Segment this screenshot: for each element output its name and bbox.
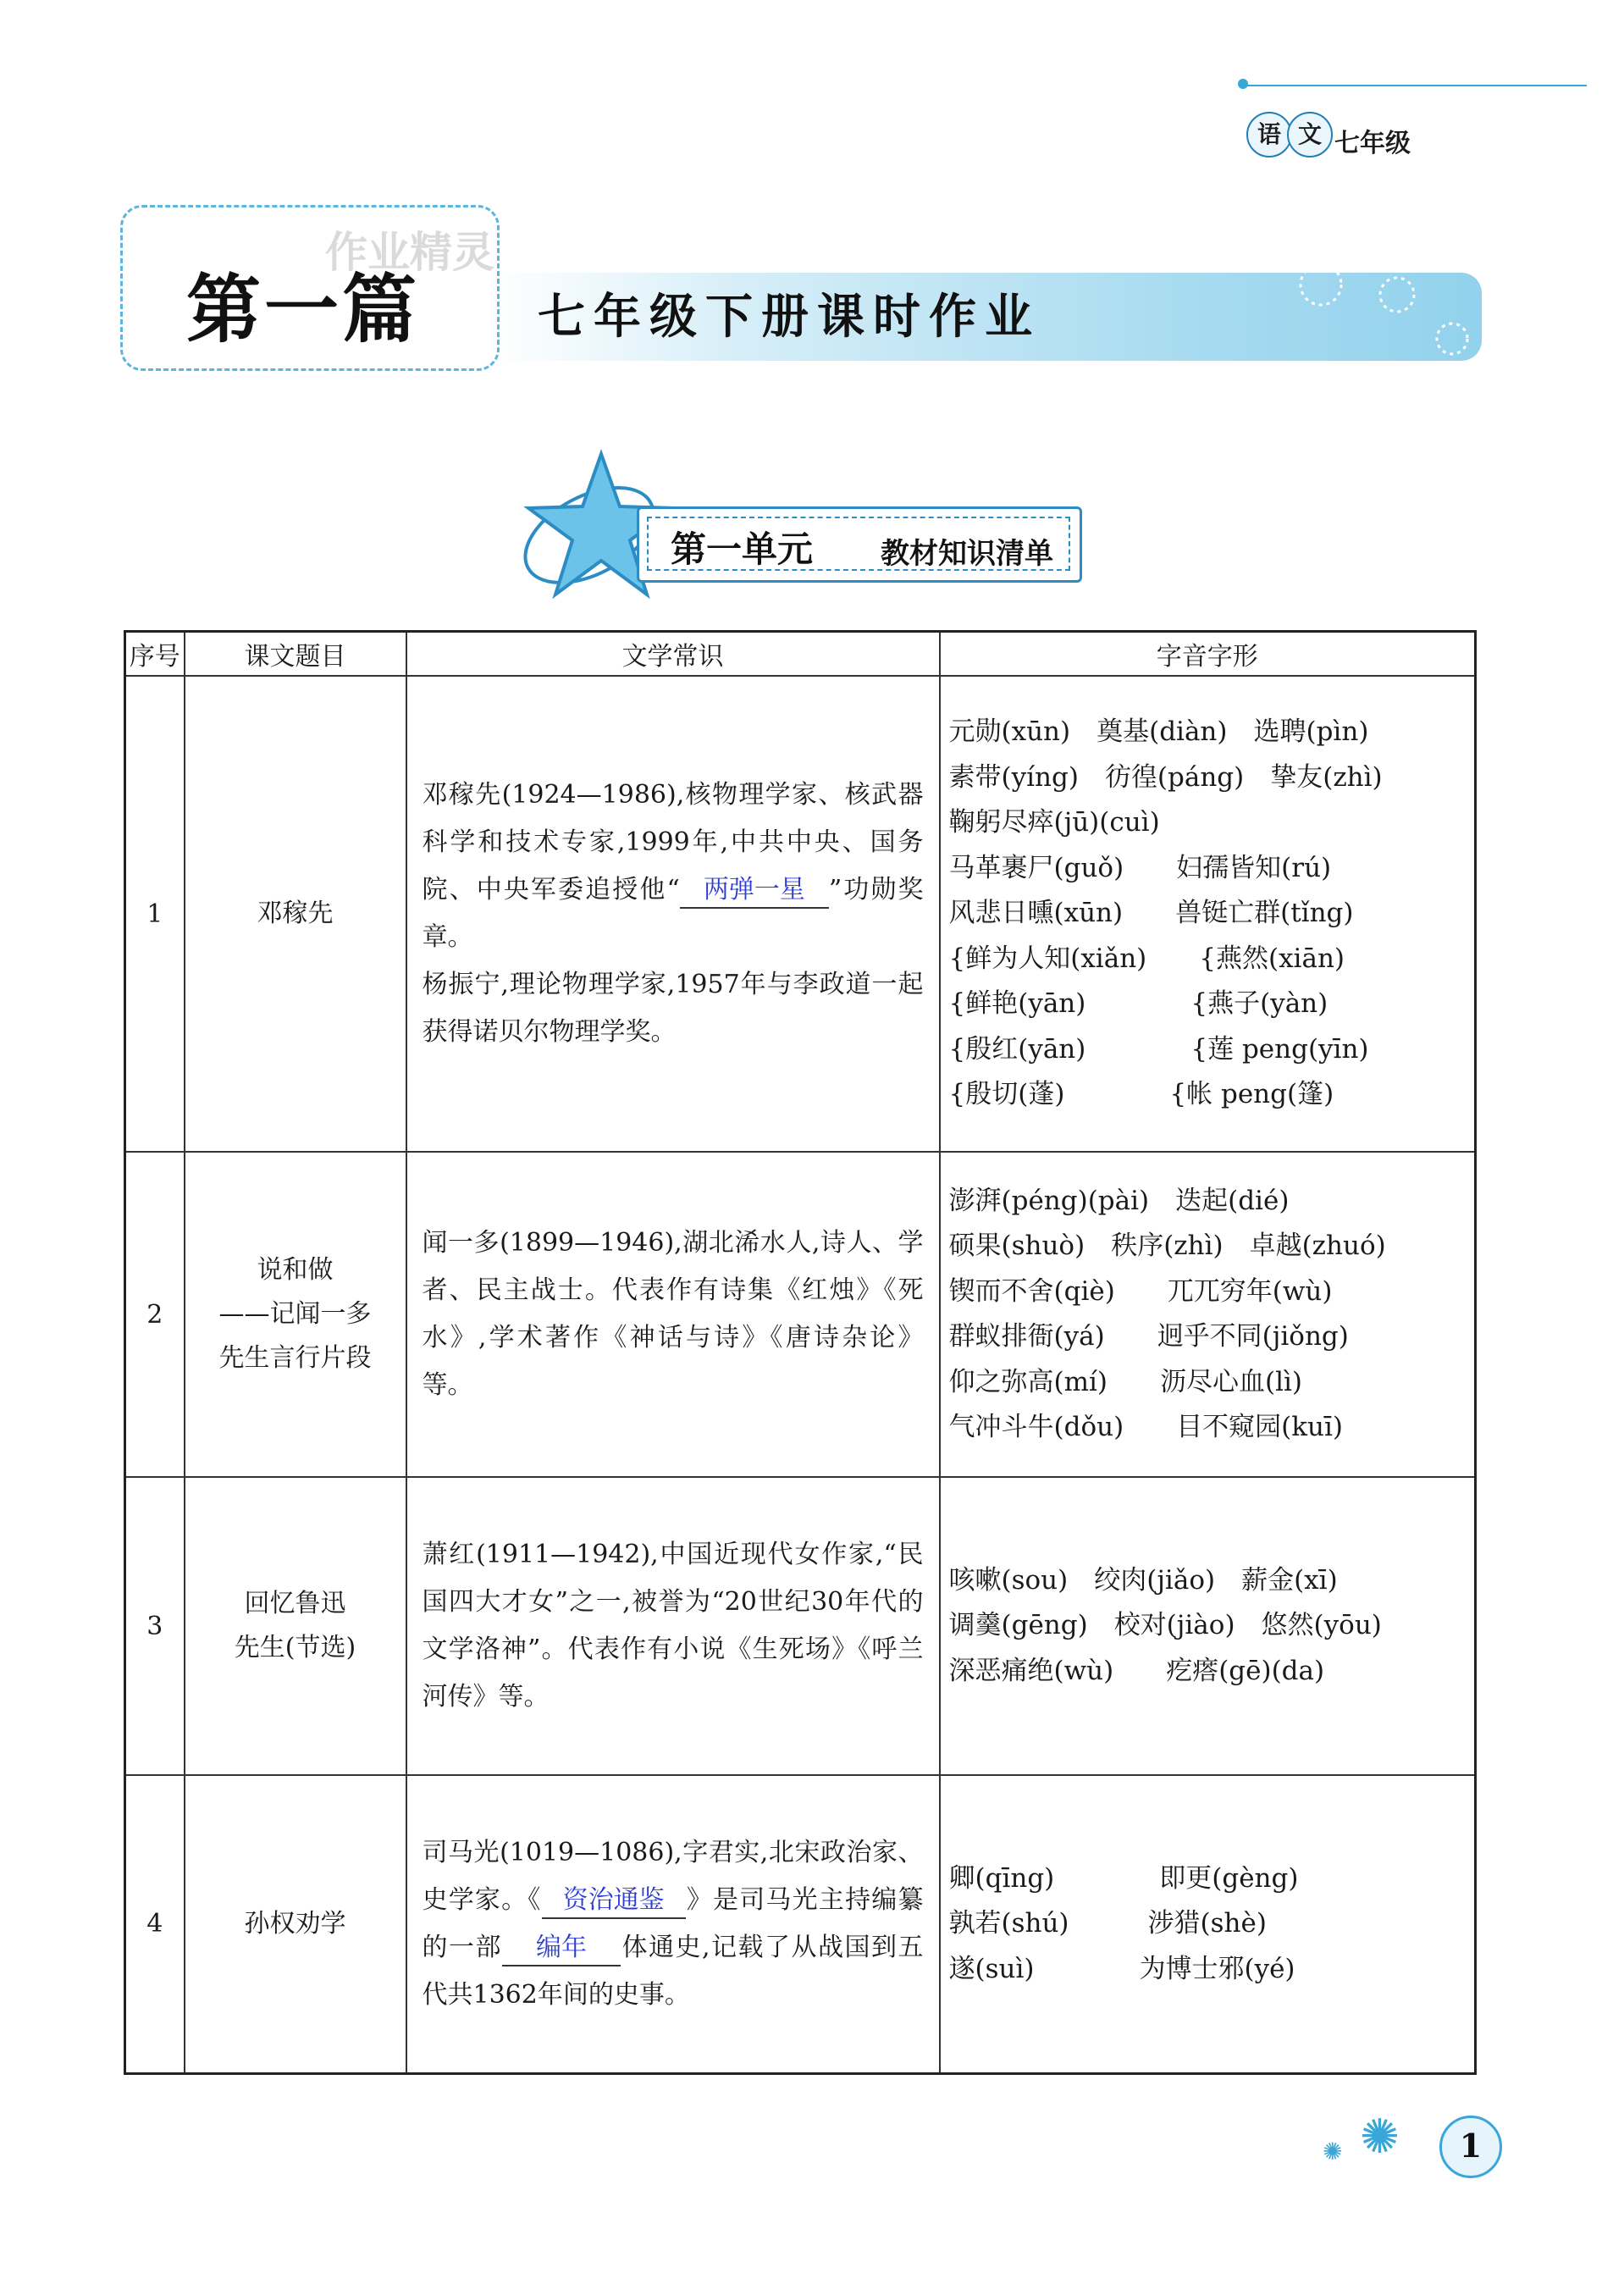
part-subtitle: 七年级下册课时作业	[538, 289, 1041, 345]
pinyin-line: 孰若(shú) 涉猎(shè)	[948, 1908, 1267, 1939]
literature-note	[406, 676, 940, 1152]
header-no: 序号	[125, 632, 185, 677]
row-number: 2	[125, 1152, 185, 1477]
lesson-title-line: ——记闻一多	[218, 1299, 372, 1329]
pinyin-line: 硕果(shuò) 秩序(zhì) 卓越(zhuó)	[948, 1231, 1386, 1261]
table-header-row	[125, 632, 1476, 677]
lesson-title-line: 回忆鲁迅	[244, 1589, 346, 1618]
literature-text: 司马光(1019—1086),字君实,北宋政治家、史学家。《	[422, 1837, 924, 1915]
pronunciation-cell	[940, 1775, 1476, 2073]
pinyin-line: 锲而不舍(qiè) 兀兀穷年(wù)	[948, 1275, 1333, 1307]
lesson-title	[185, 676, 406, 1152]
header-rule	[1245, 85, 1587, 86]
pinyin-line: 鞠躬尽瘁(jū)(cuì)	[948, 807, 1160, 838]
table-row	[125, 1152, 1476, 1477]
watermark: 作业精灵	[325, 228, 494, 277]
pinyin-line: 素带(yíng) 彷徨(páng) 挚友(zhì)	[948, 761, 1383, 793]
pinyin-line: {鲜艳(yān) {燕子(yàn)	[948, 988, 1328, 1020]
literature-text: ”功勋奖章。	[422, 875, 924, 952]
literature-note	[406, 1775, 940, 2073]
unit-title: 第一单元	[671, 528, 814, 570]
pinyin-line: 调羹(gēng) 校对(jiào) 悠然(yōu)	[948, 1610, 1382, 1641]
pronunciation-cell	[940, 1152, 1476, 1477]
pinyin-line: 气冲斗牛(dǒu) 目不窥园(kuī)	[948, 1412, 1344, 1442]
table-row	[125, 676, 1476, 1152]
grade-label: 七年级	[1334, 129, 1411, 158]
pinyin-line: 元勋(xūn) 奠基(diàn) 选聘(pìn)	[948, 716, 1369, 748]
table-row	[125, 1775, 1476, 2073]
lesson-title-line: 先生(节选)	[234, 1633, 356, 1662]
pinyin-line: 深恶痛绝(wù) 疙瘩(gē)(da)	[948, 1655, 1325, 1686]
pinyin-line: 仰之弥高(mí) 沥尽心血(lì)	[948, 1366, 1303, 1397]
pinyin-line: {殷红(yān) {莲 peng(yīn)	[948, 1033, 1369, 1065]
literature-text: 》是司马光主持编纂的一部	[422, 1884, 924, 1962]
lesson-title	[185, 1477, 406, 1775]
row-number: 3	[125, 1477, 185, 1775]
literature-note: 萧红(1911—1942),中国近现代女作家,“民国四大才女”之一,被誉为“20世纪30年代的文学洛神”。代表作有小说《生死场》《呼兰河传》等。	[406, 1477, 940, 1775]
answer-blank: 编年	[502, 1931, 621, 1966]
pronunciation-cell	[940, 676, 1476, 1152]
flower-icon: ✺	[1360, 2110, 1400, 2165]
lesson-title-line: 邓稼先	[257, 899, 334, 928]
pronunciation-cell	[940, 1477, 1476, 1775]
table-row	[125, 1477, 1476, 1775]
pinyin-line: 风悲日曛(xūn) 兽铤亡群(tǐng)	[948, 898, 1354, 929]
answer-blank: 两弹一星	[680, 873, 829, 909]
subject-badge-1: 语	[1246, 112, 1292, 158]
page-number: 1	[1439, 2116, 1502, 2178]
pinyin-line: 澎湃(péng)(pài) 迭起(dié)	[948, 1185, 1290, 1216]
pinyin-line: {鲜为人知(xiǎn) {燕然(xiān)	[948, 943, 1345, 974]
lesson-title-line: 先生言行片段	[218, 1343, 372, 1373]
row-number: 1	[125, 676, 185, 1152]
decorative-flowers	[1270, 254, 1524, 373]
part-title: 第一篇	[186, 265, 421, 353]
pinyin-line: {殷切(蓬) {帐 peng(篷)	[948, 1079, 1334, 1110]
pinyin-line: 马革裹尸(guǒ) 妇孺皆知(rú)	[948, 852, 1332, 883]
pinyin-line: 群蚁排衙(yá) 迥乎不同(jiǒng)	[948, 1321, 1349, 1352]
subject-badge-2: 文	[1287, 112, 1333, 158]
header-pronunciation: 字音字形	[940, 632, 1476, 677]
lesson-title	[185, 1152, 406, 1477]
decorative-dot-icon: ✺	[1323, 2138, 1343, 2166]
pinyin-line: 遂(suì) 为博士邪(yé)	[948, 1953, 1295, 1984]
unit-subtitle: 教材知识清单	[881, 537, 1053, 571]
header-title: 课文题目	[185, 632, 406, 677]
header-literature: 文学常识	[406, 632, 940, 677]
lesson-title-line: 孙权劝学	[244, 1908, 346, 1939]
row-number: 4	[125, 1775, 185, 2073]
literature-text: 杨振宁,理论物理学家,1957年与李政道一起获得诺贝尔物理学奖。	[422, 970, 924, 1047]
lesson-title-line: 说和做	[257, 1255, 334, 1285]
knowledge-table	[124, 630, 1477, 2075]
lesson-title	[185, 1775, 406, 2073]
literature-text: 体通史,记载了从战国到五代共1362年间的史事。	[422, 1932, 924, 2010]
pinyin-line: 卿(qīng) 即更(gèng)	[948, 1862, 1299, 1894]
pinyin-line: 咳嗽(sou) 绞肉(jiǎo) 薪金(xī)	[948, 1564, 1338, 1596]
header-dot	[1238, 79, 1248, 89]
literature-text: 邓稼先(1924—1986),核物理学家、核武器科学和技术专家,1999年,中共中央、国务院、中央军委追授他“	[422, 780, 924, 904]
answer-blank: 资治通鉴	[542, 1883, 686, 1919]
literature-note: 闻一多(1899—1946),湖北浠水人,诗人、学者、民主战士。代表作有诗集《红烛》《死水》,学术著作《神话与诗》《唐诗杂论》等。	[406, 1152, 940, 1477]
